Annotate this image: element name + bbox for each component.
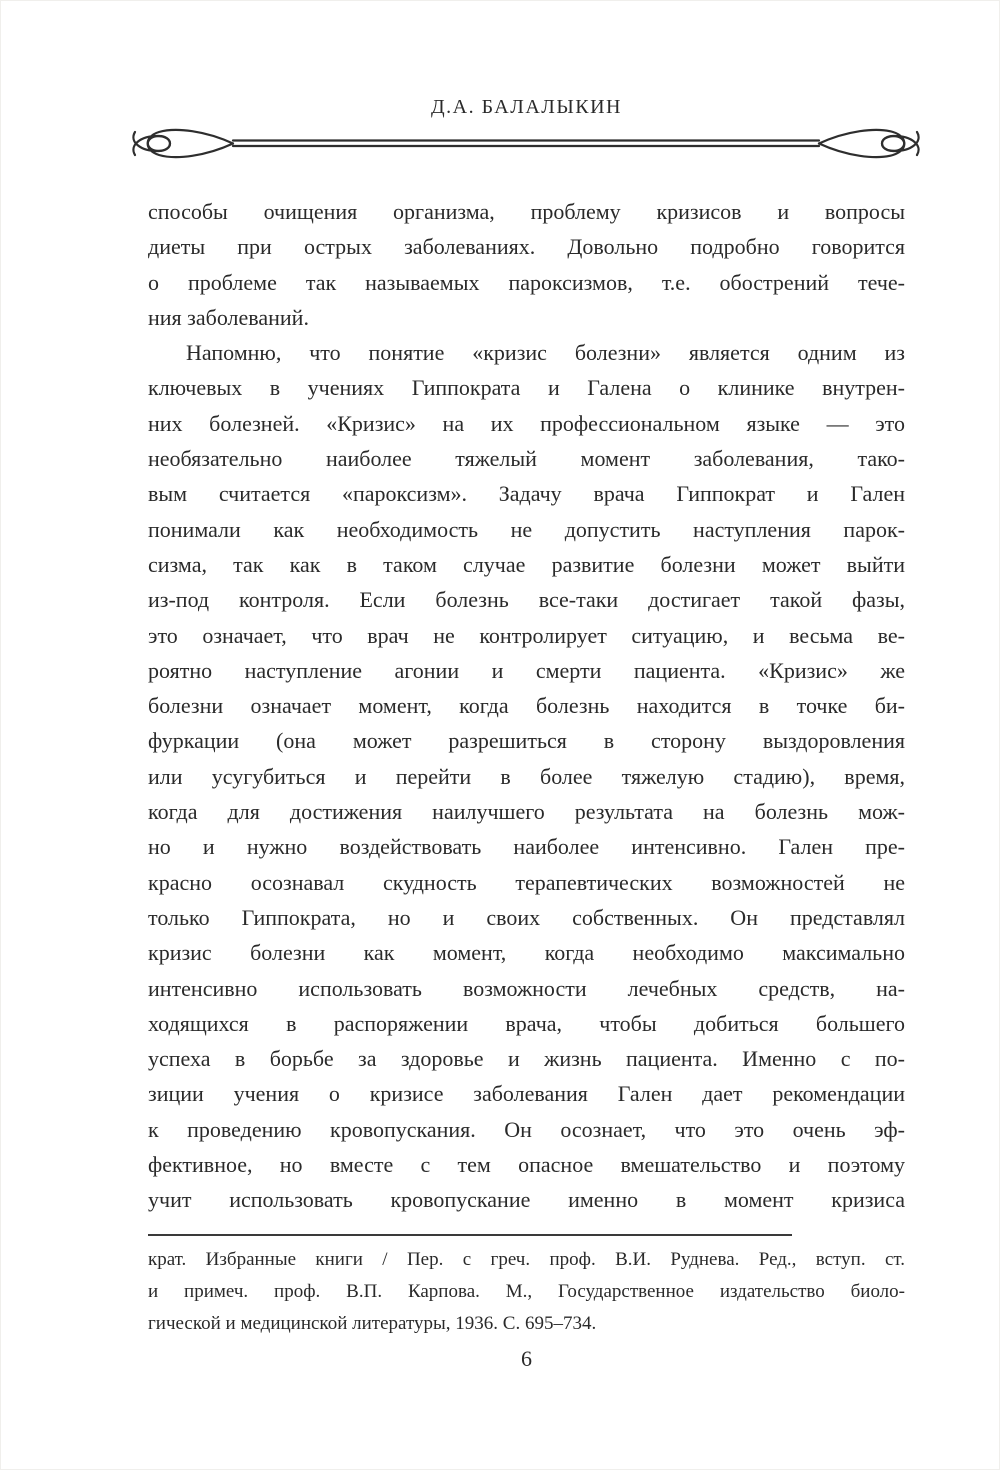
text-line: когда для достижения наилучшего результата на болезнь мож- xyxy=(148,799,905,825)
header-ornament-divider xyxy=(121,123,931,163)
text-line: них болезней. «Кризис» на их профессиональном языке — это xyxy=(148,410,905,436)
footnote xyxy=(148,1244,905,1340)
text-line: к проведению кровопускания. Он осознает, что это очень эф- xyxy=(148,1116,905,1142)
text-line: необязательно наиболее тяжелый момент заболевания, тако- xyxy=(148,446,905,472)
footnote-separator xyxy=(148,1234,792,1236)
text-line: кризис болезни как момент, когда необходимо максимально xyxy=(148,940,905,966)
paragraph xyxy=(148,194,905,335)
text-line: ключевых в учениях Гиппократа и Галена о клинике внутрен- xyxy=(148,375,905,401)
text-line: из-под контроля. Если болезнь все-таки достигает такой фазы, xyxy=(148,587,905,613)
text-line: роятно наступление агонии и смерти пациента. «Кризис» же xyxy=(148,657,905,683)
text-line: вым считается «пароксизм». Задачу врача Гиппократ и Гален xyxy=(148,481,905,507)
left-flourish-icon xyxy=(133,130,233,157)
text-line: болезни означает момент, когда болезнь находится в точке би- xyxy=(148,693,905,719)
text-line: или усугубиться и перейти в более тяжелую стадию), время, xyxy=(148,763,905,789)
text-line: диеты при острых заболеваниях. Довольно подробно говорится xyxy=(148,234,905,260)
text-line: но и нужно воздействовать наиболее интенсивно. Гален пре- xyxy=(148,834,905,860)
text-line: Напомню, что понятие «кризис болезни» является одним из xyxy=(186,340,905,366)
text-line: сизма, так как в таком случае развитие болезни может выйти xyxy=(148,551,905,577)
text-line: успеха в борьбе за здоровье и жизнь пациента. Именно с по- xyxy=(148,1046,905,1072)
text-line: понимали как необходимость не допустить наступления парок- xyxy=(148,516,905,542)
right-flourish-icon xyxy=(819,130,919,157)
text-line: ходящихся в распоряжении врача, чтобы добиться большего xyxy=(148,1010,905,1036)
text-line: зиции учения о кризисе заболевания Гален дает рекомендации xyxy=(148,1081,905,1107)
running-header xyxy=(148,96,905,168)
text-line: фуркации (она может разрешиться в сторону выздоровления xyxy=(148,728,905,754)
body-text xyxy=(148,194,905,1218)
text-line: крат. Избранные книги / Пер. с греч. проф. В.И. Руднева. Ред., вступ. ст. xyxy=(148,1248,905,1270)
text-line: красно осознавал скудность терапевтических возможностей не xyxy=(148,869,905,895)
text-line: интенсивно использовать возможности лечебных средств, на- xyxy=(148,975,905,1001)
text-line: это означает, что врач не контролирует ситуацию, и весьма ве- xyxy=(148,622,905,648)
text-line: и примеч. проф. В.П. Карпова. М., Государственное издательство биоло- xyxy=(148,1280,905,1302)
text-line: способы очищения организма, проблему кризисов и вопросы xyxy=(148,199,905,224)
text-line: учит использовать кровопускание именно в момент кризиса xyxy=(148,1187,905,1213)
paragraph xyxy=(148,335,905,1217)
text-line: ния заболеваний. xyxy=(148,304,309,330)
page-number: 6 xyxy=(521,1346,532,1371)
text-line: о проблеме так называемых пароксизмов, т.е. обострений тече- xyxy=(148,269,905,295)
author-name: Д.А. БАЛАЛЫКИН xyxy=(431,96,622,118)
text-line: гической и медицинской литературы, 1936. С. 695–734. xyxy=(148,1312,597,1334)
text-line: фективное, но вместе с тем опасное вмешательство и поэтому xyxy=(148,1152,905,1178)
text-line: только Гиппократа, но и своих собственных. Он представлял xyxy=(148,904,905,930)
